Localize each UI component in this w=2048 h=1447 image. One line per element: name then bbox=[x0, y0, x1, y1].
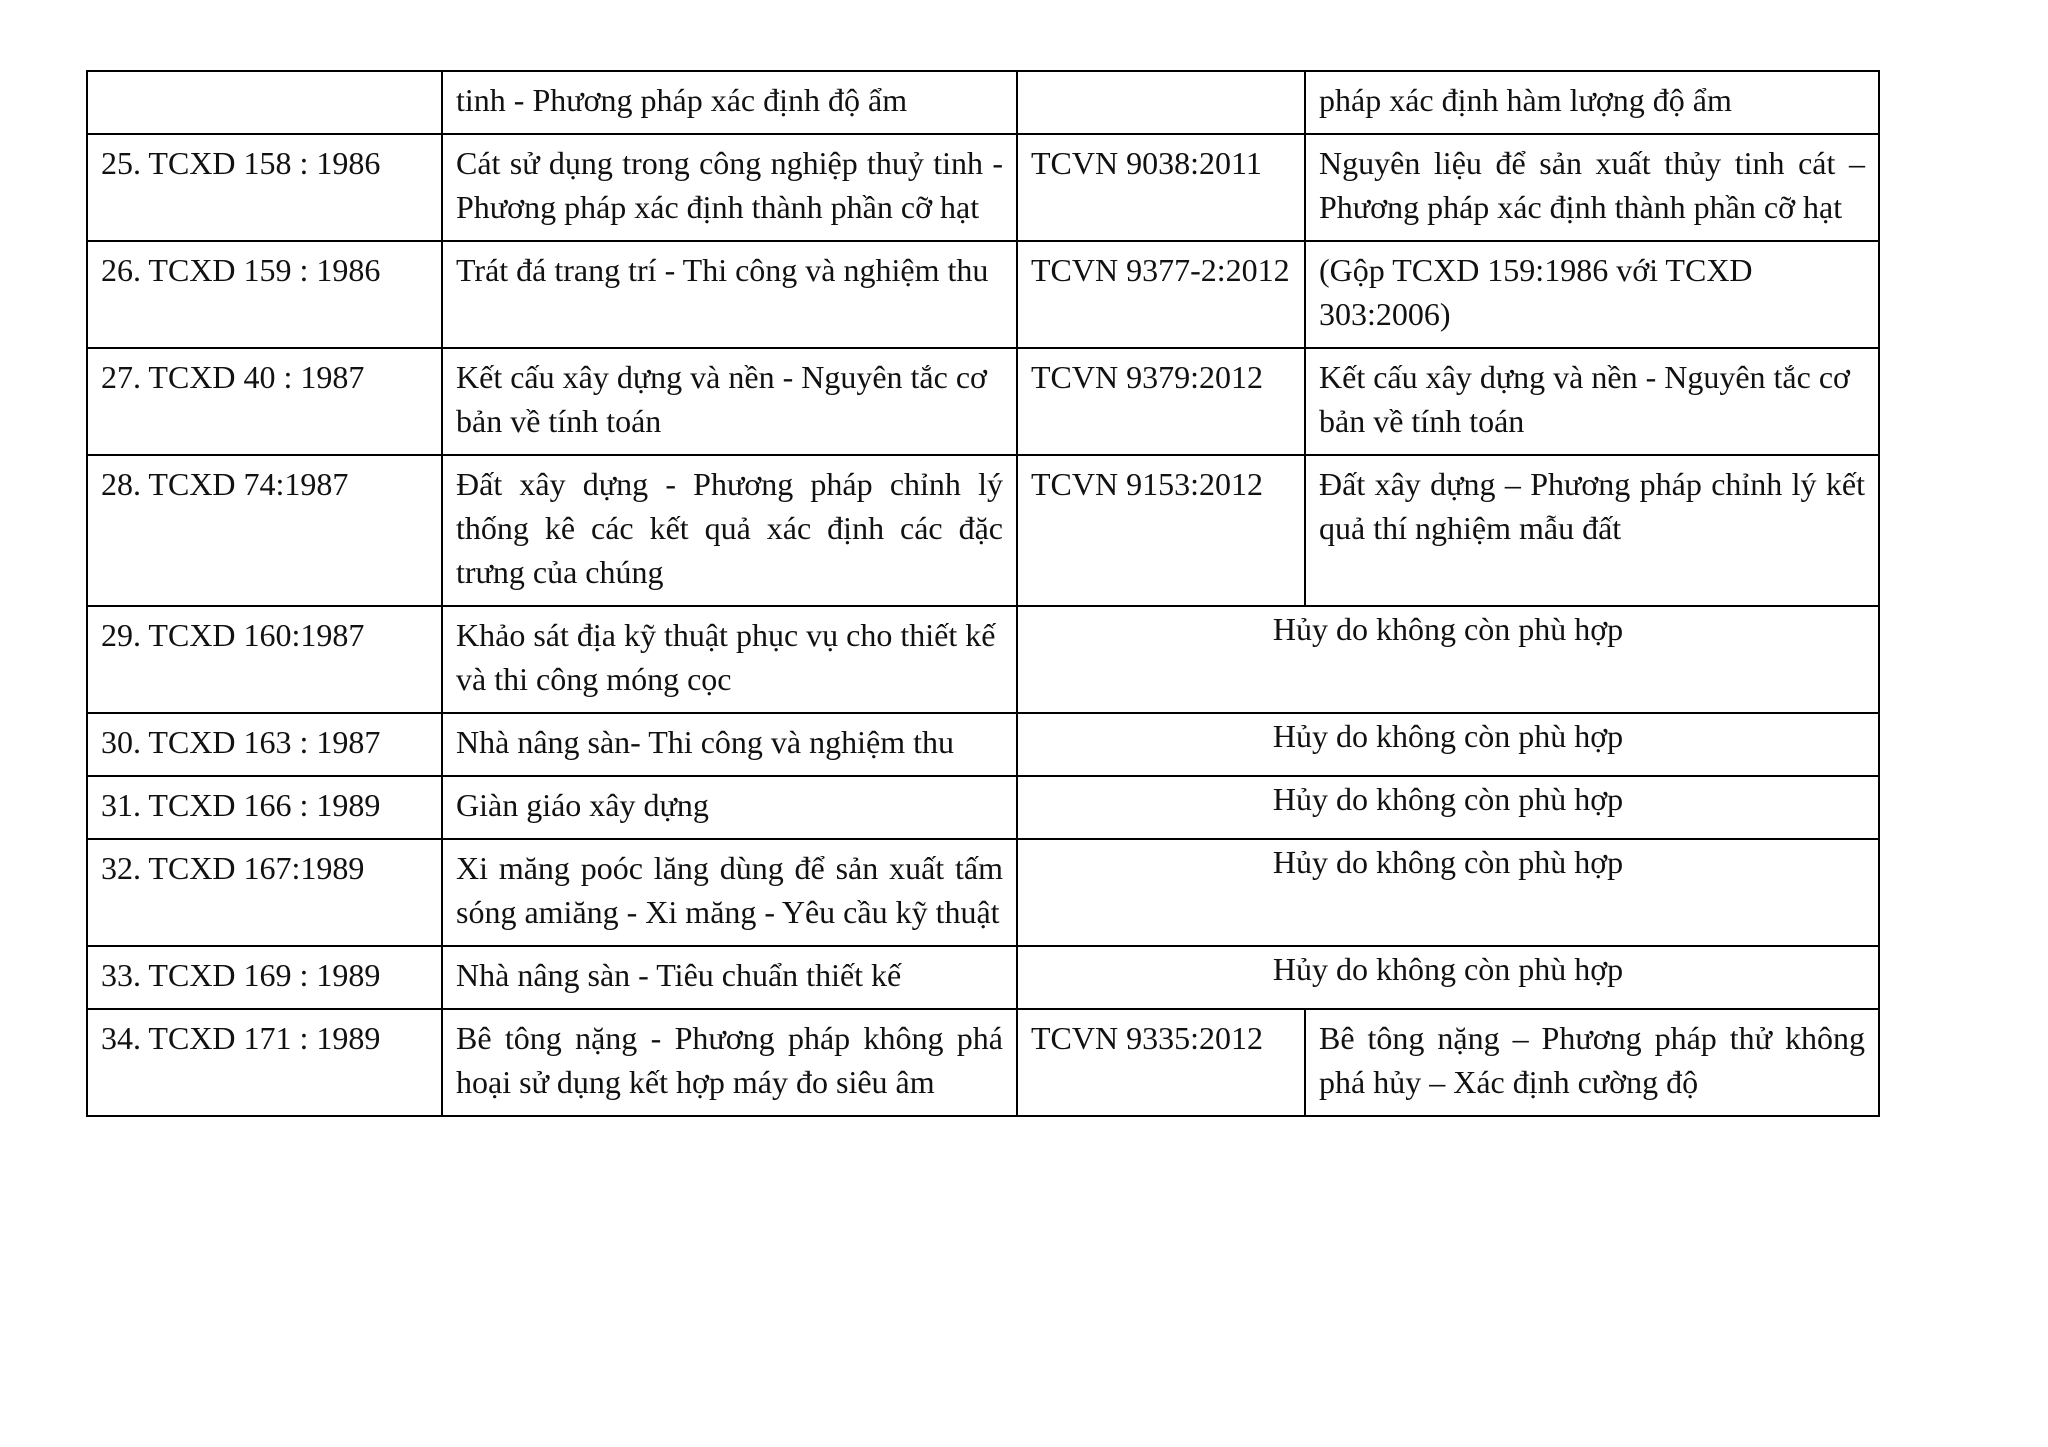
new-standard-code: TCVN 9153:2012 bbox=[1017, 455, 1305, 606]
new-standard-name: Đất xây dựng – Phương pháp chỉnh lý kết quả thí nghiệm mẫu đất bbox=[1305, 455, 1879, 606]
new-standard-name: (Gộp TCXD 159:1986 với TCXD 303:2006) bbox=[1305, 241, 1879, 348]
new-standard-code: TCVN 9379:2012 bbox=[1017, 348, 1305, 455]
old-standard-name: Giàn giáo xây dựng bbox=[442, 776, 1017, 839]
old-standard-name: Cát sử dụng trong công nghiệp thuỷ tinh - Phương pháp xác định thành phần cỡ hạt bbox=[442, 134, 1017, 241]
table-row bbox=[87, 776, 1879, 839]
old-standard-code: 32. TCXD 167:1989 bbox=[87, 839, 442, 946]
old-standard-code bbox=[87, 71, 442, 134]
old-standard-code: 34. TCXD 171 : 1989 bbox=[87, 1009, 442, 1116]
old-standard-name: Nhà nâng sàn- Thi công và nghiệm thu bbox=[442, 713, 1017, 776]
table-row bbox=[87, 71, 1879, 134]
table-row bbox=[87, 134, 1879, 241]
cancellation-status: Hủy do không còn phù hợp bbox=[1017, 946, 1879, 1009]
old-standard-name: Đất xây dựng - Phương pháp chỉnh lý thống kê các kết quả xác định các đặc trưng của chúng bbox=[442, 455, 1017, 606]
new-standard-name: pháp xác định hàm lượng độ ẩm bbox=[1305, 71, 1879, 134]
cancellation-status: Hủy do không còn phù hợp bbox=[1017, 606, 1879, 713]
new-standard-code: TCVN 9377-2:2012 bbox=[1017, 241, 1305, 348]
old-standard-code: 31. TCXD 166 : 1989 bbox=[87, 776, 442, 839]
old-standard-name: Xi măng poóc lăng dùng để sản xuất tấm sóng amiăng - Xi măng - Yêu cầu kỹ thuật bbox=[442, 839, 1017, 946]
standards-table bbox=[86, 70, 1880, 1117]
old-standard-code: 27. TCXD 40 : 1987 bbox=[87, 348, 442, 455]
old-standard-code: 26. TCXD 159 : 1986 bbox=[87, 241, 442, 348]
old-standard-name: Trát đá trang trí - Thi công và nghiệm thu bbox=[442, 241, 1017, 348]
table-row bbox=[87, 606, 1879, 713]
new-standard-code: TCVN 9335:2012 bbox=[1017, 1009, 1305, 1116]
cancellation-status: Hủy do không còn phù hợp bbox=[1017, 776, 1879, 839]
old-standard-name: tinh - Phương pháp xác định độ ẩm bbox=[442, 71, 1017, 134]
new-standard-code: TCVN 9038:2011 bbox=[1017, 134, 1305, 241]
old-standard-name: Kết cấu xây dựng và nền - Nguyên tắc cơ bản về tính toán bbox=[442, 348, 1017, 455]
table-row bbox=[87, 1009, 1879, 1116]
old-standard-name: Khảo sát địa kỹ thuật phục vụ cho thiết kế và thi công móng cọc bbox=[442, 606, 1017, 713]
cancellation-status: Hủy do không còn phù hợp bbox=[1017, 713, 1879, 776]
old-standard-code: 29. TCXD 160:1987 bbox=[87, 606, 442, 713]
table-row bbox=[87, 839, 1879, 946]
old-standard-code: 25. TCXD 158 : 1986 bbox=[87, 134, 442, 241]
old-standard-code: 28. TCXD 74:1987 bbox=[87, 455, 442, 606]
table-row bbox=[87, 713, 1879, 776]
old-standard-name: Nhà nâng sàn - Tiêu chuẩn thiết kế bbox=[442, 946, 1017, 1009]
cancellation-status: Hủy do không còn phù hợp bbox=[1017, 839, 1879, 946]
new-standard-name: Bê tông nặng – Phương pháp thử không phá hủy – Xác định cường độ bbox=[1305, 1009, 1879, 1116]
table-row bbox=[87, 455, 1879, 606]
table-row bbox=[87, 241, 1879, 348]
new-standard-name: Nguyên liệu để sản xuất thủy tinh cát – Phương pháp xác định thành phần cỡ hạt bbox=[1305, 134, 1879, 241]
new-standard-code bbox=[1017, 71, 1305, 134]
table-row bbox=[87, 348, 1879, 455]
old-standard-code: 30. TCXD 163 : 1987 bbox=[87, 713, 442, 776]
old-standard-name: Bê tông nặng - Phương pháp không phá hoại sử dụng kết hợp máy đo siêu âm bbox=[442, 1009, 1017, 1116]
new-standard-name: Kết cấu xây dựng và nền - Nguyên tắc cơ bản về tính toán bbox=[1305, 348, 1879, 455]
table-row bbox=[87, 946, 1879, 1009]
old-standard-code: 33. TCXD 169 : 1989 bbox=[87, 946, 442, 1009]
